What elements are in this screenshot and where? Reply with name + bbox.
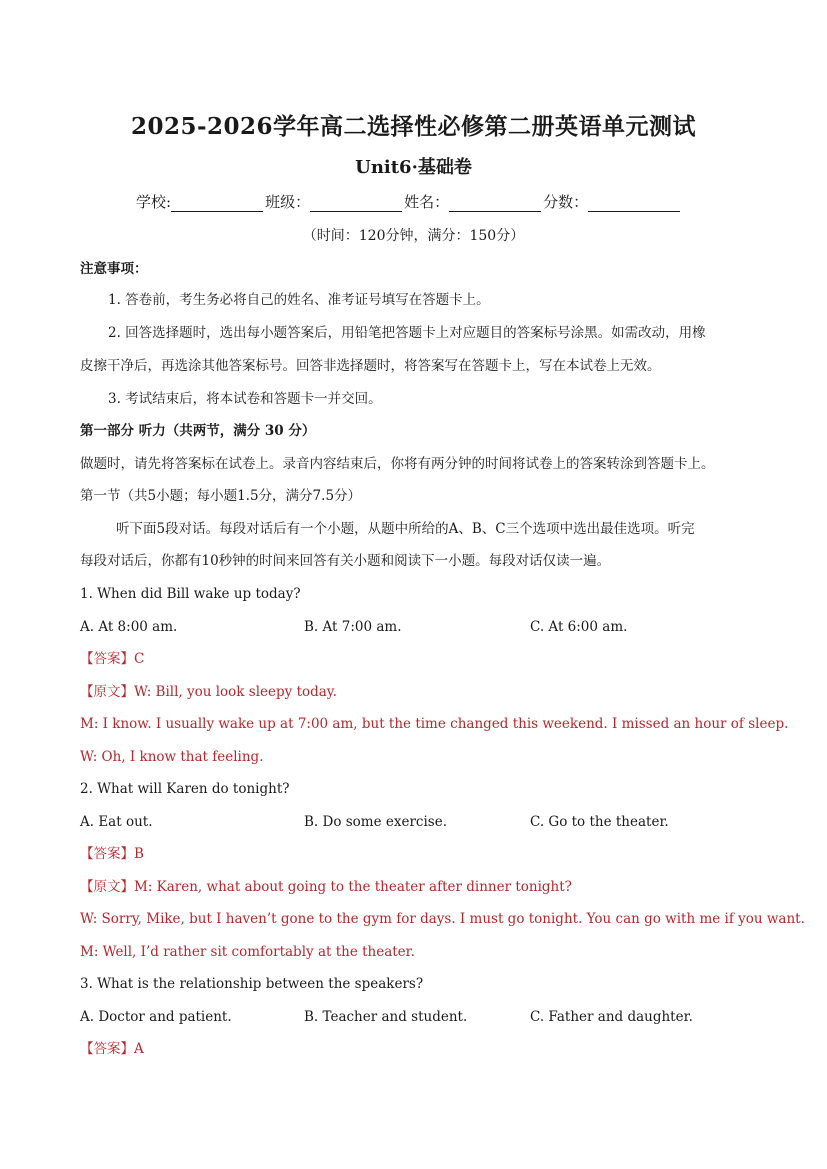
class-blank[interactable]	[310, 195, 402, 212]
question-1-option-b: B. At 7:00 am.	[304, 619, 402, 635]
notice-item-2: 2. 回答选择题时，选出每小题答案后，用铅笔把答题卡上对应题目的答案标号涂黑。如需改动，用橡	[108, 325, 706, 341]
question-2-script-2: W: Sorry, Mike, but I haven’t gone to the gym for days. I must go tonight. You can go with me if you want.	[80, 911, 805, 927]
exam-time: （时间：120分钟，满分：150分）	[302, 228, 525, 244]
answer-value: C	[134, 651, 145, 667]
question-2-option-a: A. Eat out.	[80, 814, 153, 830]
score-label: 分数：	[543, 193, 589, 211]
notice-heading: 注意事项：	[80, 261, 148, 277]
script-line: M: Karen, what about going to the theater after dinner tonight?	[134, 879, 572, 895]
answer-tag: 【答案】	[80, 846, 134, 862]
part1-heading: 第一部分 听力（共两节，满分 30 分）	[80, 423, 316, 439]
school-blank[interactable]	[171, 195, 263, 212]
part1-instruction: 做题时，请先将答案标在试卷上。录音内容结束后，你将有两分钟的时间将试卷上的答案转涂到答题卡上。	[80, 456, 715, 472]
answer-value: A	[134, 1041, 144, 1057]
section1-heading: 第一节（共5小题；每小题1.5分，满分7.5分）	[80, 488, 362, 504]
question-1-option-c: C. At 6:00 am.	[530, 619, 628, 635]
section1-directions-1: 听下面5段对话。每段对话后有一个小题，从题中所给的A、B、C三个选项中选出最佳选项。听完	[116, 521, 695, 537]
class-label: 班级：	[265, 193, 311, 211]
question-2-option-c: C. Go to the theater.	[530, 814, 669, 830]
question-1-answer	[80, 650, 144, 668]
question-3-stem: 3. What is the relationship between the speakers?	[80, 976, 424, 992]
answer-tag: 【答案】	[80, 651, 134, 667]
script-line: W: Bill, you look sleepy today.	[134, 684, 337, 700]
answer-value: B	[134, 846, 144, 862]
question-2-script-1	[80, 878, 572, 896]
question-3-option-a: A. Doctor and patient.	[80, 1009, 232, 1025]
question-2-option-b: B. Do some exercise.	[304, 814, 448, 830]
question-1-option-a: A. At 8:00 am.	[80, 619, 178, 635]
section1-directions-2: 每段对话后，你都有10秒钟的时间来回答有关小题和阅读下一小题。每段对话仅读一遍。	[80, 553, 611, 569]
notice-item-2-cont: 皮擦干净后，再选涂其他答案标号。回答非选择题时，将答案写在答题卡上，写在本试卷上无效。	[80, 358, 661, 374]
question-1-script-3: W: Oh, I know that feeling.	[80, 749, 264, 765]
answer-tag: 【答案】	[80, 1041, 134, 1057]
question-1-script-2: M: I know. I usually wake up at 7:00 am, but the time changed this weekend. I missed an hour of sleep.	[80, 716, 789, 732]
script-tag: 【原文】	[80, 879, 134, 895]
score-blank[interactable]	[588, 195, 680, 212]
page-subtitle: Unit6·基础卷	[355, 157, 472, 178]
question-2-stem: 2. What will Karen do tonight?	[80, 781, 290, 797]
page-title: 2025-2026学年高二选择性必修第二册英语单元测试	[130, 113, 697, 140]
student-info-row	[136, 191, 682, 212]
question-2-answer	[80, 845, 144, 863]
question-3-option-c: C. Father and daughter.	[530, 1009, 693, 1025]
name-blank[interactable]	[449, 195, 541, 212]
question-1-script-1	[80, 683, 337, 701]
notice-item-1: 1. 答卷前，考生务必将自己的姓名、准考证号填写在答题卡上。	[108, 292, 490, 308]
question-1-stem: 1. When did Bill wake up today?	[80, 586, 301, 602]
script-tag: 【原文】	[80, 684, 134, 700]
question-3-answer	[80, 1040, 144, 1058]
school-label: 学校:	[136, 193, 172, 211]
name-label: 姓名：	[404, 193, 450, 211]
question-3-option-b: B. Teacher and student.	[304, 1009, 468, 1025]
notice-item-3: 3. 考试结束后，将本试卷和答题卡一并交回。	[108, 391, 382, 407]
question-2-script-3: M: Well, I’d rather sit comfortably at the theater.	[80, 944, 415, 960]
